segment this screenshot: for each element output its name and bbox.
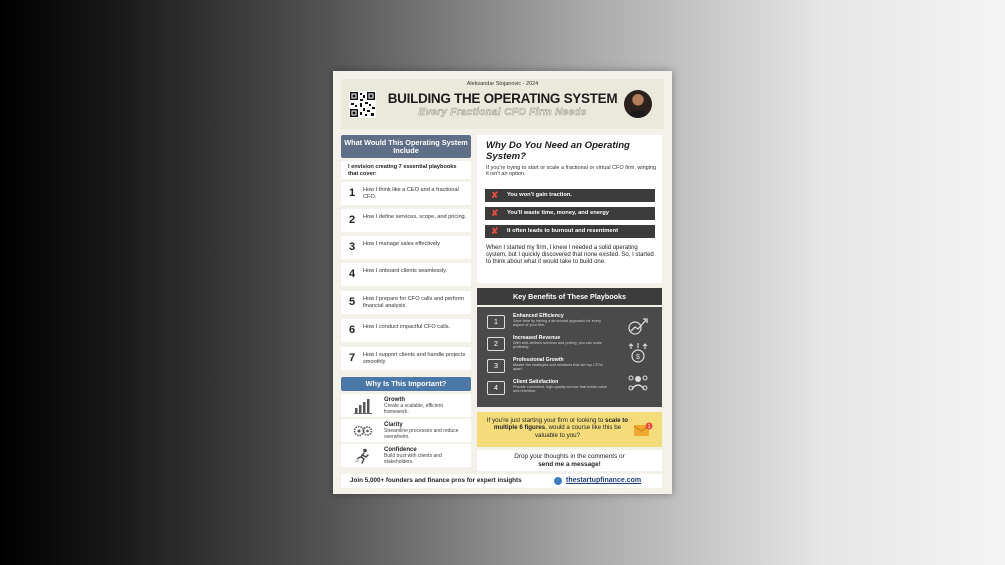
cta-text-end: , would a course like this be valuable to you? (534, 424, 622, 439)
footer-tagline: Join 5,000+ founders and finance pros for expert insights (350, 477, 522, 484)
benefit-title: Professional Growth (513, 357, 564, 363)
playbook-text: How I manage sales effectively (363, 241, 441, 247)
problem-bar (485, 225, 655, 238)
cta-text-start: If you're just starting your firm or looking to (486, 417, 606, 424)
why-title: Why Do You Need an Operating System? (486, 140, 630, 162)
benefit-number: 3 (487, 359, 505, 373)
playbook-item (341, 209, 471, 232)
benefit-text: Save time by having a structured approach for every aspect of your firm. (513, 319, 602, 328)
benefits-title: Key Benefits of These Playbooks (477, 288, 662, 305)
x-mark-icon: ✘ (491, 208, 499, 218)
playbook-item (341, 263, 471, 286)
importance-text: Streamline processes and reduce overwhelm. (384, 428, 459, 440)
benefit-title: Client Satisfaction (513, 379, 559, 385)
svg-text:$: $ (636, 354, 640, 361)
author-line: Aleksandar Stojanovic - 2024 (466, 81, 539, 87)
x-mark-icon: ✘ (491, 190, 499, 200)
problem-text: You'll waste time, money, and energy (507, 210, 609, 216)
playbook-item (341, 182, 471, 205)
playbook-number: 7 (349, 352, 356, 364)
money-growth-icon (627, 343, 649, 363)
document-title: BUILDING THE OPERATING SYSTEM (387, 91, 618, 106)
comment-prompt (477, 450, 662, 471)
benefit-number: 1 (487, 315, 505, 329)
playbook-number: 5 (349, 296, 356, 308)
playbook-text: How I conduct impactful CFO calls. (363, 324, 451, 330)
footer-bar (341, 474, 662, 488)
infographic-document (333, 71, 672, 494)
brand-logo-icon (554, 477, 562, 485)
benefit-title: Enhanced Efficiency (513, 313, 564, 319)
benefits-panel (477, 307, 662, 407)
importance-title: Growth (384, 397, 405, 403)
importance-title: Confidence (384, 447, 417, 453)
playbook-number: 6 (349, 324, 356, 336)
benefit-text: Provide consistent, high-quality service that builds value and retention. (513, 385, 608, 394)
comment-prompt-line2: send me a message! (538, 461, 601, 468)
notification-badge: 1 (647, 423, 651, 430)
problem-text: It often leads to burnout and resentment (507, 228, 619, 234)
growth-chart-icon (353, 398, 373, 414)
playbook-text: How I think like a CEO and a fractional CFO. (363, 187, 459, 200)
section-title-important: Why Is This Important? (341, 377, 471, 391)
website-link[interactable]: thestartupfinance.com (566, 477, 642, 484)
playbooks-intro: I envision creating 7 essential playbooks that cover: (341, 161, 471, 179)
x-mark-icon: ✘ (491, 226, 499, 236)
importance-item (341, 394, 471, 417)
gears-icon (353, 423, 373, 439)
cta-text-bold: scale to multiple 6 figures (493, 417, 629, 432)
playbook-item (341, 291, 471, 314)
playbook-text: How I prepare for CFO calls and perform financial analysis (363, 296, 465, 309)
playbook-number: 1 (349, 187, 356, 199)
benefit-number: 2 (487, 337, 505, 351)
cta-text (485, 417, 630, 439)
cta-box (477, 412, 662, 447)
playbook-text: How I support clients and handle projects smoothly (363, 352, 466, 365)
client-gear-icon (627, 373, 649, 393)
runner-icon (353, 448, 373, 464)
problem-text: You won't gain traction. (507, 192, 573, 198)
problem-bar (485, 189, 655, 202)
envelope-notification-icon (633, 422, 653, 437)
problem-bar (485, 207, 655, 220)
playbook-number: 4 (349, 268, 356, 280)
playbook-text: How I define services, scope, and pricing. (363, 214, 467, 220)
playbook-text: How I onboard clients seamlessly. (363, 268, 448, 274)
playbook-item (341, 347, 471, 370)
benefit-text: With well-defined services and pricing, you can scale profitably. (513, 341, 602, 350)
document-subtitle: Every Fractional CFO Firm Needs (418, 107, 587, 118)
playbook-number: 2 (349, 214, 356, 226)
author-avatar (624, 90, 652, 118)
section-title-include: What Would This Operating System Include (341, 135, 471, 158)
importance-item (341, 419, 471, 442)
playbook-item (341, 236, 471, 259)
why-paragraph: When I started my firm, I knew I needed a solid operating system, but I quickly discovered that none existed. So, I started to think about what it would take to build one. (486, 245, 654, 266)
why-operating-system-panel (477, 135, 662, 283)
benefit-title: Increased Revenue (513, 335, 561, 341)
importance-text: Create a scalable, efficient framework. (384, 403, 443, 415)
benefit-number: 4 (487, 381, 505, 395)
comment-prompt-line1: Drop your thoughts in the comments or (514, 453, 625, 460)
playbook-item (341, 319, 471, 342)
benefit-text: Master the strategies and mindsets that set top CFOs apart. (513, 363, 603, 372)
importance-title: Clarity (384, 422, 403, 428)
importance-item (341, 444, 471, 467)
why-intro: If you're trying to start or scale a fractional or virtual CFO firm, winging it isn't an option. (486, 165, 657, 178)
qr-code-icon (349, 91, 376, 118)
rocket-chart-icon (627, 316, 649, 336)
importance-text: Build trust with clients and stakeholders. (384, 453, 442, 465)
playbook-number: 3 (349, 241, 356, 253)
